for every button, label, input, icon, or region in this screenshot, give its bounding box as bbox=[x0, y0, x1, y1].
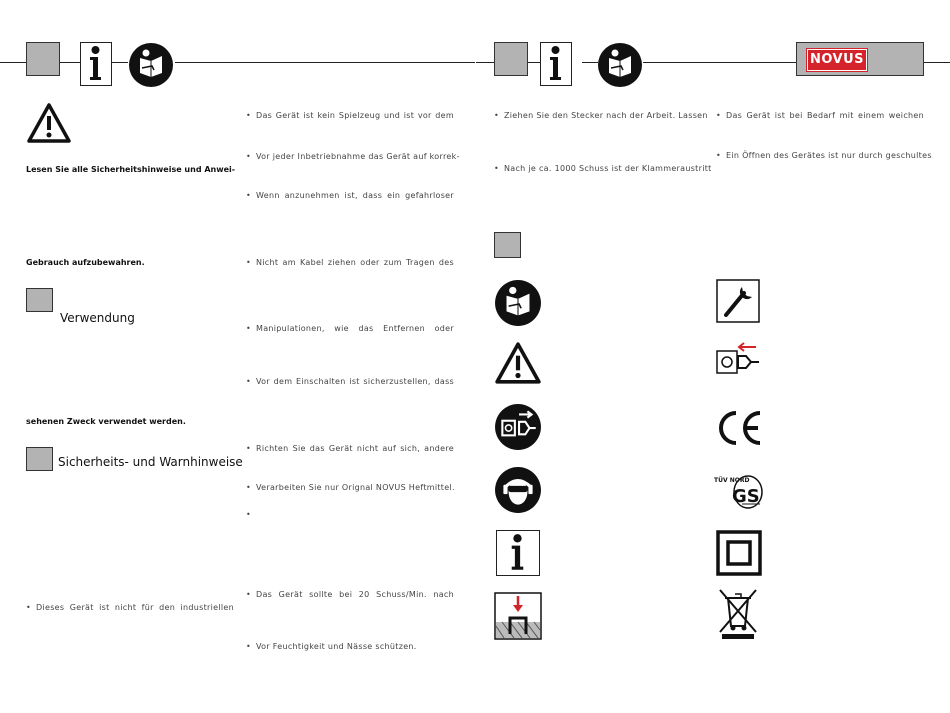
mid-bullet-10: • Das Gerät sollte bei 20 Schuss/Min. nach bbox=[246, 590, 454, 599]
read-manual-icon-symbol bbox=[494, 279, 542, 327]
right-bullet-4: • Ein Öffnen des Gerätes ist nur durch geschultes bbox=[716, 151, 932, 160]
mid-bullet-9: • bbox=[246, 510, 252, 519]
mid-bullet-7: • Richten Sie das Gerät nicht auf sich, andere bbox=[246, 444, 454, 453]
header-rule-right-1 bbox=[476, 62, 494, 63]
info-icon bbox=[80, 42, 112, 86]
header-rule-left-3 bbox=[112, 62, 128, 63]
intro-bold-line-2: Gebrauch aufzubewahren. bbox=[26, 258, 145, 267]
mid-bullet-3: • Wenn anzunehmen ist, dass ein gefahrloser bbox=[246, 191, 454, 200]
header-rule-right-3 bbox=[582, 62, 598, 63]
warning-triangle-icon-symbol bbox=[494, 341, 542, 385]
mid-bullet-8: • Verarbeiten Sie nur Orignal NOVUS Heftmittel. bbox=[246, 483, 455, 492]
mid-bullet-4: • Nicht am Kabel ziehen oder zum Tragen des bbox=[246, 258, 454, 267]
section-gray-square-safety bbox=[26, 447, 53, 471]
read-manual-icon-right bbox=[597, 42, 643, 88]
section-gray-square-symbols bbox=[494, 232, 521, 258]
wrench-icon bbox=[716, 279, 760, 323]
staple-exit-icon bbox=[494, 592, 542, 640]
weee-bin-icon bbox=[716, 588, 760, 640]
use-bold-line: sehenen Zweck verwendet werden. bbox=[26, 417, 186, 426]
header-gray-square-right bbox=[494, 42, 528, 76]
bullet-industrial: • Dieses Gerät ist nicht für den industriellen bbox=[26, 603, 234, 612]
mid-bullet-1: • Das Gerät ist kein Spielzeug und ist vor dem bbox=[246, 111, 454, 120]
tuv-label: TÜV NORD bbox=[714, 477, 750, 484]
face-protection-icon bbox=[494, 466, 542, 514]
info-icon-right bbox=[540, 42, 572, 86]
right-bullet-2: • Nach je ca. 1000 Schuss ist der Klammeraustritt bbox=[494, 164, 712, 173]
mid-bullet-2: • Vor jeder Inbetriebnahme das Gerät auf korrek- bbox=[246, 152, 460, 161]
header-rule-right-4 bbox=[643, 62, 796, 63]
unplug-icon bbox=[494, 403, 542, 451]
info-icon-symbol bbox=[496, 530, 540, 576]
read-manual-icon bbox=[128, 42, 174, 88]
header-rule-left-2 bbox=[60, 62, 80, 63]
section-gray-square-use bbox=[26, 288, 53, 312]
tuv-gs-icon bbox=[712, 470, 764, 510]
mid-bullet-6: • Vor dem Einschalten ist sicherzustellen, dass bbox=[246, 377, 454, 386]
mid-bullet-11: • Vor Feuchtigkeit und Nässe schützen. bbox=[246, 642, 417, 651]
right-bullet-1: • Ziehen Sie den Stecker nach der Arbeit. Lassen bbox=[494, 111, 708, 120]
section-title-safety: Sicherheits- und Warnhinweise bbox=[58, 455, 243, 469]
novus-header-box bbox=[796, 42, 924, 76]
svg-text:GS: GS bbox=[732, 486, 760, 507]
intro-bold-line-1: Lesen Sie alle Sicherheitshinweise und Anwei- bbox=[26, 165, 236, 174]
warning-triangle-icon bbox=[26, 102, 72, 144]
header-gray-square-left bbox=[26, 42, 60, 76]
double-insulation-icon bbox=[716, 530, 762, 576]
right-bullet-3: • Das Gerät ist bei Bedarf mit einem weichen bbox=[716, 111, 924, 120]
header-rule-right-5 bbox=[924, 62, 950, 63]
header-rule-left bbox=[0, 62, 26, 63]
mid-bullet-5: • Manipulationen, wie das Entfernen oder bbox=[246, 324, 454, 333]
plug-out-icon bbox=[716, 341, 760, 385]
ce-mark-icon bbox=[716, 409, 762, 447]
novus-logo: NOVUS bbox=[807, 49, 867, 71]
header-rule-left-4 bbox=[175, 62, 475, 63]
section-title-use: Verwendung bbox=[60, 311, 135, 325]
header-rule-right-2 bbox=[528, 62, 540, 63]
